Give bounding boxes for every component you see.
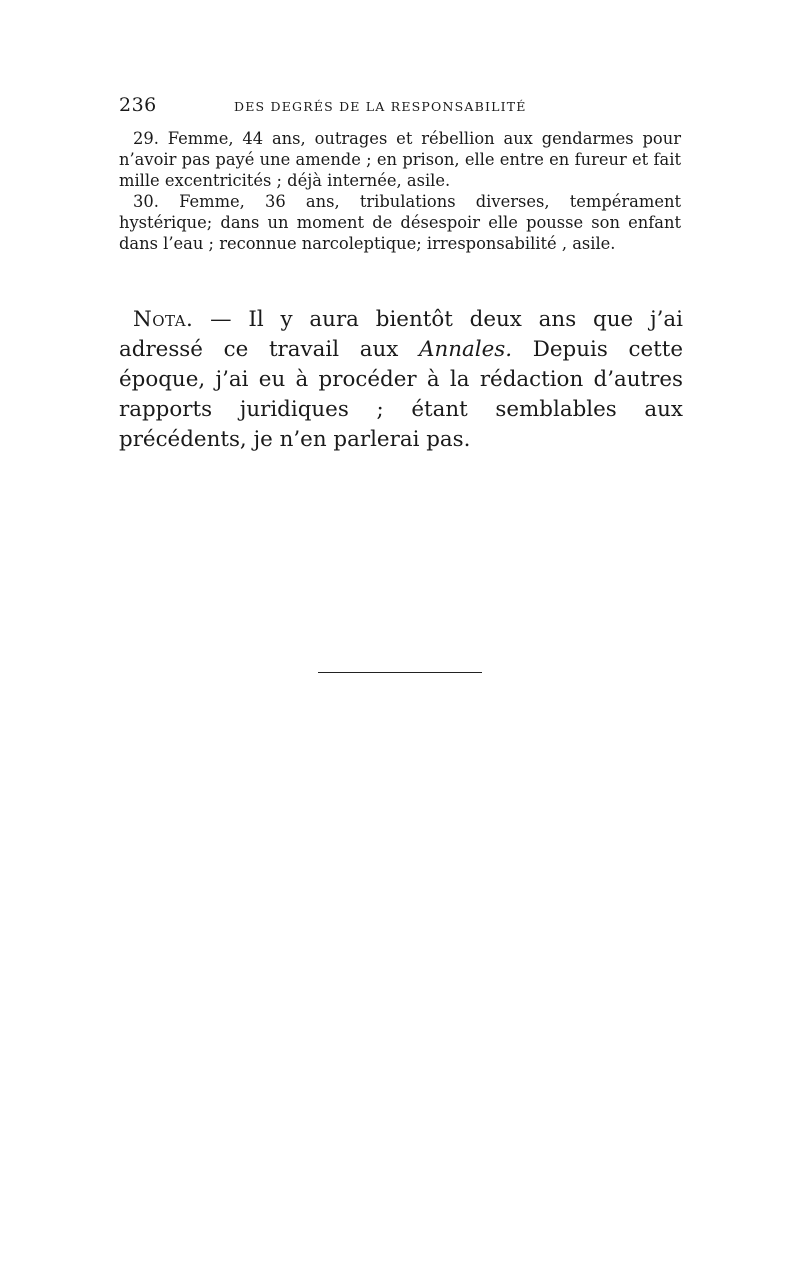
nota-paragraph: [119, 305, 683, 455]
running-header: [119, 94, 679, 118]
nota-label: Nota.: [133, 307, 194, 332]
closing-rule: [318, 672, 482, 673]
case-entries: [119, 128, 681, 254]
nota-text-before: — Il y aura bientôt deux ans que j’ai adressé ce travail aux: [119, 307, 683, 362]
nota-journal-title: Annales.: [419, 337, 513, 362]
case-entry-30: 30. Femme, 36 ans, tribulations diverses, tempérament hystérique; dans un moment de désespoir elle pousse son enfant dans l’eau ; reconnue narcoleptique; irresponsabilité , asile.: [119, 192, 681, 253]
nota-text-after: Depuis cette époque, j’ai eu à procéder à la rédaction d’autres rapports juridiques ; étant semblables aux précédents, je n’en parlerai pas.: [119, 337, 684, 452]
page-number: 236: [119, 94, 157, 116]
case-entry-29: 29. Femme, 44 ans, outrages et rébellion aux gendarmes pour n’avoir pas payé une amende ; en prison, elle entre en fureur et fait mille excentricités ; déjà internée, asile.: [119, 129, 681, 190]
running-title: DES DEGRÉS DE LA RESPONSABILITÉ: [234, 99, 527, 114]
